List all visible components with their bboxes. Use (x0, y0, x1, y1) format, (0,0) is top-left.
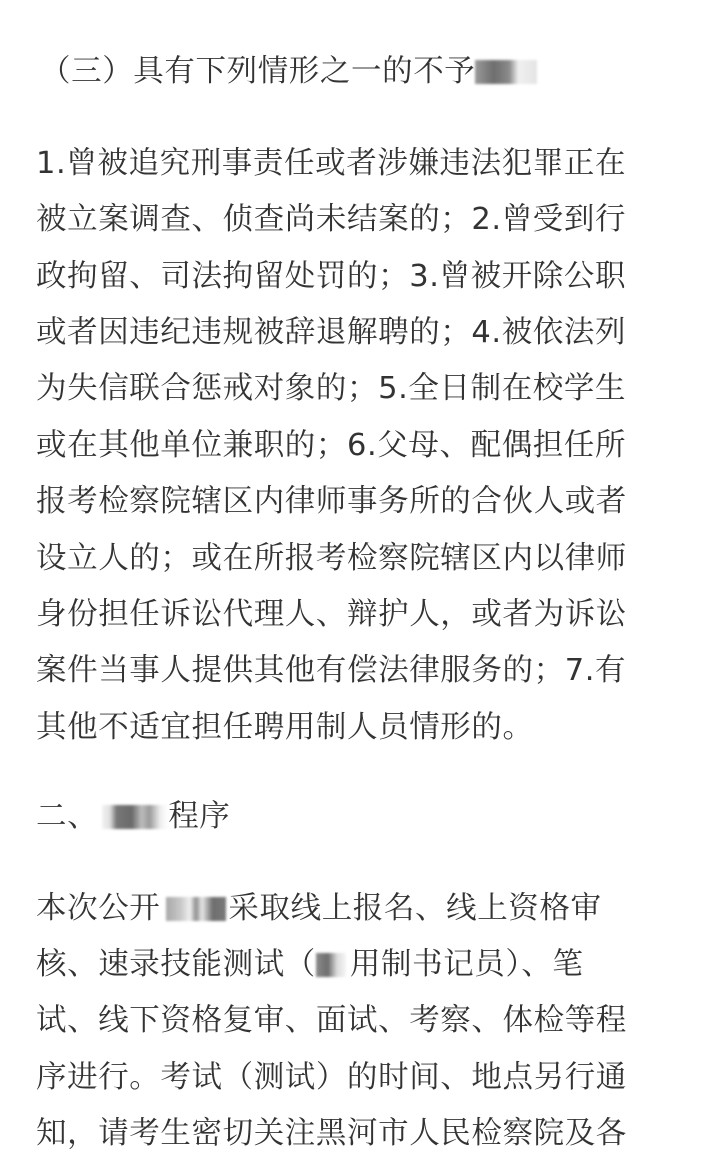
paragraph-line: 为失信联合惩戒对象的；5.全日制在校学生 (36, 371, 627, 406)
section-2-heading-prefix: 二、 (36, 799, 99, 834)
paragraph-line: 身份担任诉讼代理人、辩护人，或者为诉讼 (36, 597, 627, 632)
paragraph-line-prefix: 核、速录技能测试（ (36, 947, 316, 982)
paragraph-line-suffix: 用制书记员）、笔 (349, 947, 584, 982)
paragraph-line: 被立案调查、侦查尚未结案的；2.曾受到行 (36, 202, 627, 237)
paragraph-line: 政拘留、司法拘留处罚的；3.曾被开除公职 (36, 259, 627, 294)
paragraph-line: 或在其他单位兼职的；6.父母、配偶担任所 (36, 428, 627, 463)
paragraph-line: 知，请考生密切关注黑河市人民检察院及各 (36, 1116, 627, 1151)
section-3-heading (40, 53, 537, 91)
redacted-blur-patch (102, 805, 168, 829)
redacted-blur-patch (166, 897, 226, 921)
paragraph-line (36, 890, 602, 928)
section-2-heading-suffix: 程序 (168, 799, 231, 834)
paragraph-line: 其他不适宜担任聘用制人员情形的。 (36, 710, 534, 745)
paragraph-line: 设立人的；或在所报考检察院辖区内以律师 (36, 541, 627, 576)
paragraph-line: 试、线下资格复审、面试、考察、体检等程 (36, 1003, 627, 1038)
paragraph-line: 1.曾被追究刑事责任或者涉嫌违法犯罪正在 (36, 146, 627, 181)
paragraph-line: 报考检察院辖区内律师事务所的合伙人或者 (36, 484, 627, 519)
paragraph-line-prefix: 本次公开 (36, 891, 161, 926)
paragraph-line: 或者因违纪违规被辞退解聘的；4.被依法列 (36, 315, 627, 350)
paragraph-line: 案件当事人提供其他有偿法律服务的；7.有 (36, 653, 627, 688)
paragraph-line: 序进行。考试（测试）的时间、地点另行通 (36, 1060, 627, 1095)
section-3-heading-text: （三）具有下列情形之一的不予 (40, 54, 476, 89)
paragraph-line (36, 946, 583, 984)
paragraph-line-suffix: 采取线上报名、线上资格审 (228, 891, 602, 926)
section-2-heading (36, 798, 230, 836)
redacted-blur-patch (475, 60, 537, 84)
redacted-blur-patch (316, 953, 346, 977)
